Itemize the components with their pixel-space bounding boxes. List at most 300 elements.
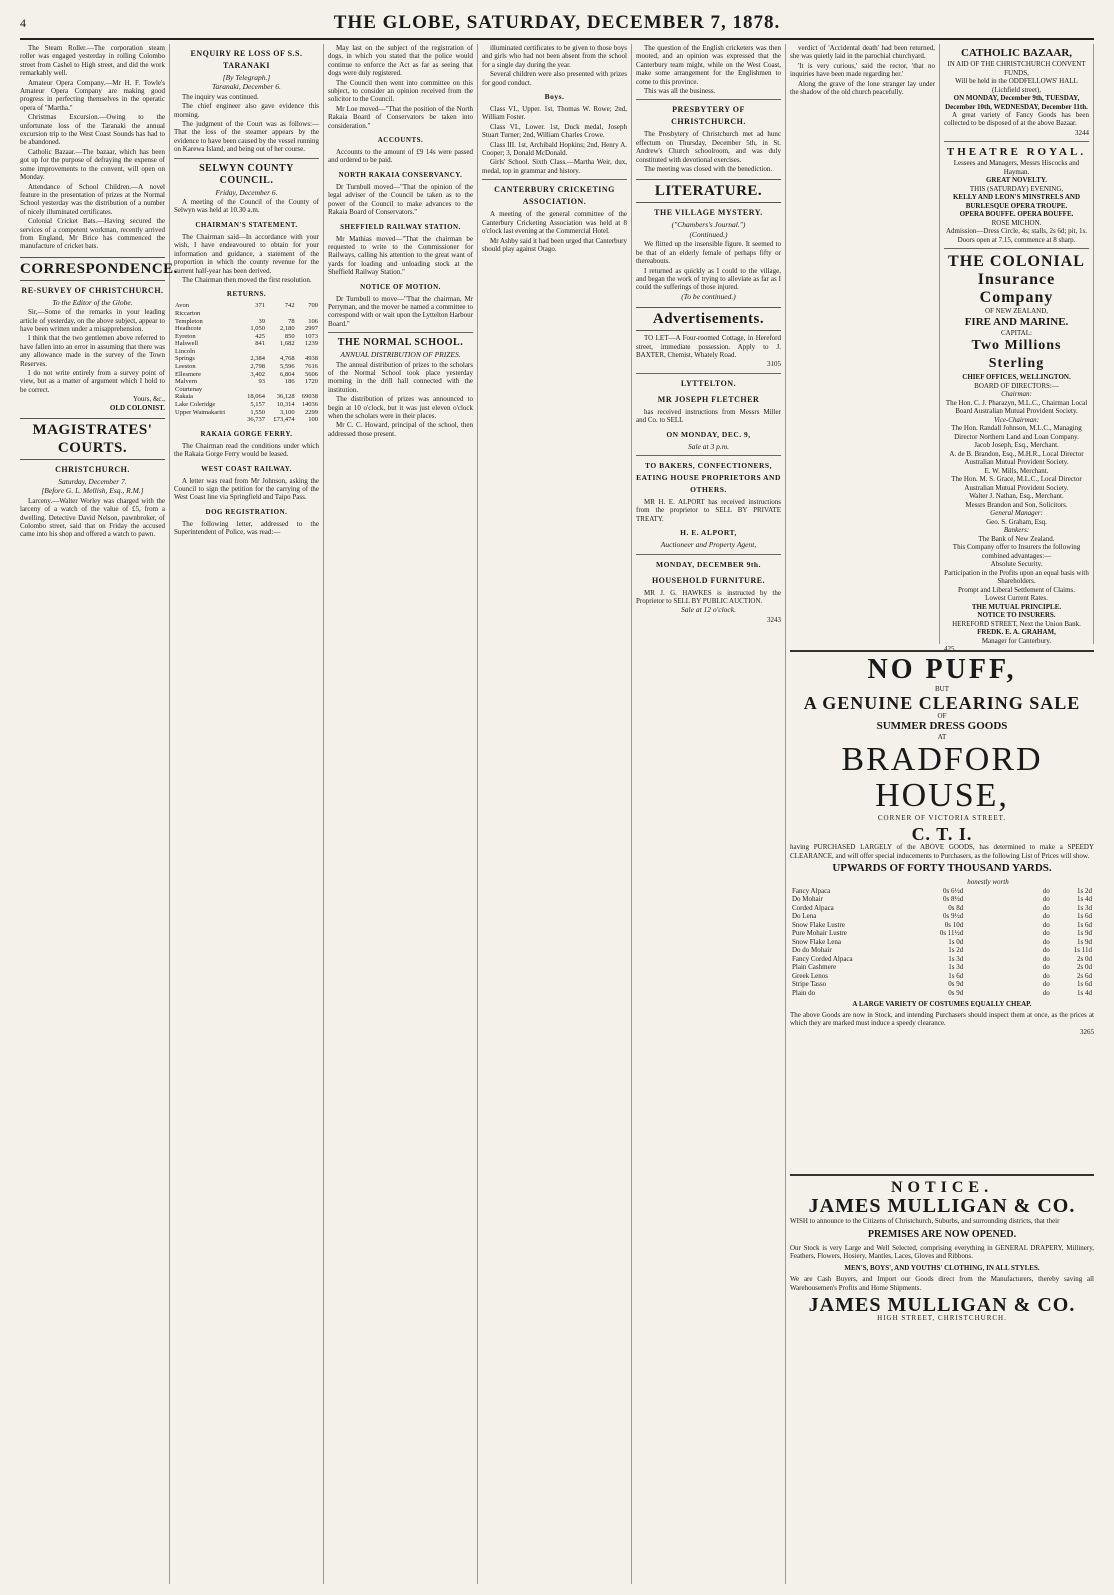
price-cell: do (1042, 929, 1050, 937)
returns-cell: 69038 (301, 393, 318, 401)
at: AT (937, 733, 947, 741)
notice-motion-heading: NOTICE OF MOTION. (360, 282, 441, 291)
theatre-piece: ROSE MICHON. (991, 218, 1042, 227)
colonial-vice-label: Vice-Chairman: (994, 415, 1039, 424)
notice-motion-paragraph: Dr Turnbull to move—"That the chairman, Mr Perryman, and the mover be named a committee to correspond with or wait upon the Lyttelton Harbour Board." (328, 294, 473, 328)
colonial-board: BOARD OF DIRECTORS:— (974, 381, 1059, 390)
colonial-insurance-ad (944, 253, 1089, 654)
colonial-advantages: This Company offer to Insurers the following combined advantages:— (952, 543, 1081, 560)
price-cell: do (1042, 954, 1050, 963)
alport-text: MR H. E. ALPORT has received instructions from the proprietor to SELL BY PRIVATE TREATY. (636, 497, 781, 523)
price-cell: 1s 6d (1077, 980, 1092, 988)
colonial-director: A. de B. Brandon, Esq., M.H.R., Local Director Australian Mutual Provident Society. (949, 449, 1084, 467)
price-cell: do (1042, 937, 1050, 946)
colonial-vice: The Hon. Randall Johnson, M.L.C., Managing Director Northern Land and Loan Company. (951, 424, 1082, 441)
stock-note: The above Goods are now in Stock, and intending Purchasers should inspect them at once, as the prices at which they are marked must induce a speedy clearance. (790, 1010, 1094, 1027)
price-cell: Fancy Alpaca (792, 886, 831, 895)
mulligan-premises: PREMISES ARE NOW OPENED. (867, 1228, 1017, 1240)
price-cell: 1s 6d (948, 971, 964, 980)
price-cell: do (1042, 980, 1050, 988)
colonial-director: Walter J. Nathan, Esq., Merchant. (969, 492, 1064, 501)
colonial-title-4: FIRE AND MARINE. (964, 315, 1069, 328)
returns-cell: 1,050 (250, 325, 266, 333)
column-6 (790, 44, 940, 644)
court-date: Saturday, December 7. (58, 477, 127, 487)
returns-cell: Halswell (175, 340, 199, 348)
bradford-house-ad (790, 650, 1094, 1172)
section-heading-correspondence: CORRESPONDENCE. (20, 257, 165, 281)
inquiry-paragraph: The judgment of the Court was as follows:—That the loss of the steamer appears by the evidence to have been caused by the vessel running on Karewa Island, and being out of her course. (174, 120, 319, 154)
price-cell: 1s 9d (1077, 937, 1092, 946)
rakaia-heading: RAKAIA GORGE FERRY. (200, 429, 293, 438)
returns-row (174, 363, 319, 371)
returns-cell: 106 (308, 317, 318, 325)
returns-cell: 1073 (305, 332, 318, 340)
returns-cell (266, 386, 296, 394)
selwyn-date: Friday, December 6. (215, 187, 278, 197)
prize-entry: Girls' School. Sixth Class.—Martha Weir, dux, medal, top in grammar and history. (482, 158, 627, 175)
alport-role: Auctioneer and Property Agent, (660, 540, 757, 550)
colonial-agent: FREDK. E. A. GRAHAM, (977, 628, 1056, 637)
returns-cell: 93 (258, 378, 266, 386)
ad-to-let-number: 3105 (767, 360, 781, 369)
column-4 (482, 44, 632, 1584)
north-rakaia-heading: NORTH RAKAIA CONSERVANCY. (338, 170, 463, 179)
fletcher-name: MR JOSEPH FLETCHER (657, 394, 760, 404)
returns-cell: 371 (255, 302, 266, 310)
price-cell: 0s 10d (944, 920, 964, 929)
returns-cell: Riccarton (175, 309, 201, 317)
price-cell: 2s 6d (1077, 971, 1092, 980)
returns-row (174, 333, 319, 341)
summer-dress-goods: SUMMER DRESS GOODS (876, 720, 1008, 732)
genuine-clearing-sale: A GENUINE CLEARING SALE (803, 692, 1081, 713)
to-be-continued: (To be continued.) (681, 291, 736, 301)
colonial-secretary: Messrs Brandon and Son, Solicitors. (965, 500, 1068, 509)
returns-cell: 2,384 (250, 355, 266, 363)
returns-row (174, 378, 319, 386)
price-cell: Greek Lenos (792, 971, 828, 980)
column-2 (174, 44, 324, 1584)
theatre-troupe: KELLY AND LEON'S MINSTRELS AND BURLESQUE OPERA TROUPE. (952, 193, 1081, 210)
colonial-number: 425 (944, 645, 955, 654)
inquiry-heading: ENQUIRY RE LOSS OF S.S. TARANAKI (190, 49, 303, 70)
cti: C. T. I. (911, 824, 973, 844)
accounts-paragraph: Accounts to the amount of £9 14s were passed and ordered to be paid. (328, 148, 473, 165)
price-cell: 2s 0d (1077, 963, 1092, 971)
bazaar-number: 3244 (1075, 128, 1089, 137)
price-cell: 1s 3d (948, 954, 964, 963)
price-cell: Snow Flake Lustre (792, 920, 845, 929)
theatre-opera: OPERA BOUFFE. OPERA BOUFFE. (959, 210, 1074, 219)
price-row (790, 963, 1094, 972)
normal-paragraph: Mr C. C. Howard, principal of the school, then addressed those present. (328, 421, 473, 438)
story-paragraph: Along the grave of the lone stranger lay under the shadow of the old church peacefully. (790, 79, 935, 97)
hawkes-text: MR J. G. HAWKES is instructed by the Proprietor to SELL BY PUBLIC AUCTION. (636, 588, 781, 605)
colonial-agent-role: Manager for Canterbury. (981, 636, 1052, 645)
price-row (790, 938, 1094, 947)
returns-cell: £73,474 (273, 416, 295, 424)
returns-row (174, 340, 319, 348)
price-cell: Plain do (792, 988, 816, 997)
but: BUT (935, 685, 949, 693)
returns-cell: Heathcote (175, 325, 202, 333)
price-row (790, 946, 1094, 955)
returns-cell: Ellesmere (175, 370, 201, 378)
letter-title: RE-SURVEY OF CHRISTCHURCH. (21, 285, 164, 295)
bazaar-place: Will be held in the ODDFELLOWS' HALL (Lichfield street), (955, 77, 1078, 94)
returns-row (174, 355, 319, 363)
hawkes-number: 3243 (767, 615, 781, 624)
colonial-chairman: The Hon. C. J. Pharazyn, M.L.C., Chairman Local Board Australian Mutual Provident Society. (945, 398, 1088, 416)
returns-row (174, 325, 319, 333)
price-row (790, 929, 1094, 938)
council-paragraph: May last on the subject of the registration of dogs, in which you stated that the police would continue to enforce the Act as far as seeing that dogs were duly registered. (328, 44, 473, 78)
returns-row (174, 409, 319, 417)
colonial-director: The Hon. M. S. Grace, M.L.C., Local Director Australian Mutual Provident Society. (951, 475, 1082, 492)
returns-row (174, 401, 319, 409)
literature-heading: LITERATURE. (636, 179, 781, 203)
returns-cell: Eyreton (175, 332, 196, 340)
price-cell: 1s 3d (1077, 903, 1092, 912)
returns-cell: 7616 (305, 363, 318, 371)
returns-cell: 841 (255, 340, 266, 348)
colonial-director: Jacob Joseph, Esq., Merchant. (974, 441, 1059, 450)
returns-cell: 1720 (305, 378, 318, 386)
theatre-royal-ad (944, 146, 1089, 244)
returns-row (174, 318, 319, 326)
returns-total-row (174, 416, 319, 424)
mulligan-body: Our Stock is very Large and Well Selected, comprising everything in GENERAL DRAPERY, Millinery, Feathers, Flowers, Hosiery, Mantles, Laces, Gloves and Ribbons. (790, 1243, 1094, 1260)
price-cell: Fancy Corded Alpaca (792, 954, 853, 963)
price-cell: do (1042, 886, 1050, 895)
sheffield-heading: SHEFFIELD RAILWAY STATION. (340, 222, 461, 231)
price-cell: 1s 3d (948, 963, 964, 971)
of: OF (937, 711, 947, 720)
returns-cell: Leeston (175, 363, 196, 371)
mulligan-ad (790, 1174, 1094, 1586)
prize-entry: Class VI., Upper. 1st, Thomas W. Rowe; 2nd, William Foster. (482, 105, 627, 122)
price-cell: do (1042, 903, 1050, 912)
costumes-line: A LARGE VARIETY OF COSTUMES EQUALLY CHEAP. (852, 1000, 1032, 1008)
returns-row (174, 348, 319, 356)
returns-cell: 1239 (305, 340, 318, 348)
presbytery-paragraph: The meeting was closed with the benediction. (644, 165, 773, 174)
returns-heading: RETURNS. (226, 290, 267, 299)
returns-row (174, 393, 319, 401)
selwyn-heading: SELWYN COUNTY COUNCIL. (199, 162, 294, 186)
dog-heading: DOG REGISTRATION. (205, 507, 288, 516)
normal-paragraph: The annual distribution of prizes to the scholars of the Normal School took place yesterday morning in the drill hall connected with the institution. (328, 360, 473, 394)
price-cell: Do do Mohair (792, 946, 832, 954)
story-source: ("Chambers's Journal.") (671, 220, 746, 230)
normal-school-heading: THE NORMAL SCHOOL. (337, 337, 464, 349)
returns-table (174, 302, 319, 424)
colonial-title-3: OF NEW ZEALAND, (984, 307, 1049, 316)
story-paragraph: verdict of 'Accidental death' had been returned, she was quietly laid in the parochial churchyard. (790, 44, 935, 61)
theatre-lessees: Lessees and Managers, Messrs Hiscocks and Hayman. (953, 159, 1080, 176)
section-heading-magistrates: MAGISTRATES' COURTS. (20, 418, 165, 460)
bazaar-body: A great variety of Fancy Goods has been collected to be disposed of at the above Bazaar. (944, 111, 1089, 128)
price-cell: Do Lena (792, 912, 817, 920)
notice-insurers: NOTICE TO INSURERS. (977, 611, 1056, 620)
north-rakaia-paragraph: Dr Turnbull moved—"That the opinion of the legal adviser of the Council be taken as to the power of the Council to make advances to the Rakaia Board of Conservators." (328, 182, 473, 217)
presbytery-heading: PRESBYTERY OF CHRISTCHURCH. (671, 105, 746, 127)
returns-cell: 742 (284, 302, 295, 310)
returns-cell: Avon (175, 302, 189, 310)
news-item: Christmas Excursion.—Owing to the unfortunate loss of the Taranaki the annual excursion trip to the West Coast Sounds has had to be abandoned. (20, 113, 165, 147)
mulligan-cash: We are Cash Buyers, and Import our Goods direct from the Manufacturers, thereby saving all Warehousemen's Profits and Home Shipments. (790, 1275, 1094, 1292)
court-bench: [Before G. L. Mellish, Esq., R.M.] (41, 486, 144, 496)
price-cell: Do Mohair (792, 895, 823, 903)
selwyn-paragraph: The Chairman then moved the first resolution. (182, 275, 312, 284)
colonial-office: CHIEF OFFICES, WELLINGTON. (962, 373, 1071, 382)
mulligan-clothing: MEN'S, BOYS', AND YOUTHS' CLOTHING, IN ALL STYLES. (844, 1263, 1040, 1272)
price-cell: do (1042, 963, 1050, 971)
returns-cell: Springs (175, 355, 195, 363)
price-cell: Stripe Tasso (792, 980, 827, 988)
cricket-paragraph: Mr Ashby said it had been urged that Canterbury should play against Otago. (482, 236, 627, 253)
mulligan-wish: WISH to announce to the Citizens of Christchurch, Suburbs, and surrounding districts, that their (790, 1217, 1060, 1225)
mulligan-notice: NOTICE. (890, 1179, 994, 1196)
price-cell: 0s 11½d (939, 929, 964, 937)
returns-cell: Upper Waimakariri (175, 408, 226, 416)
returns-cell: 78 (288, 317, 295, 325)
cricket-heading: CANTERBURY CRICKETING ASSOCIATION. (494, 185, 615, 207)
story-continued: (Continued.) (689, 229, 728, 239)
price-cell: 1s 6d (1077, 912, 1092, 920)
cti-text: having PURCHASED LARGELY of the ABOVE GOODS, has determined to make a SPEEDY CLEARANCE, and will offer special inducements to Purchasers, as the following List of Prices will show. (790, 843, 1094, 860)
council-paragraph: Mr Loe moved—"That the position of the North Rakaia Board of Conservators be taken into consideration." (328, 104, 473, 130)
letter-sign: Yours, &c., (133, 395, 165, 404)
price-cell: do (1042, 895, 1050, 903)
price-cell: do (1042, 988, 1050, 997)
returns-cell: 3,100 (280, 408, 295, 416)
returns-cell (296, 386, 319, 394)
returns-cell: 700 (308, 302, 318, 310)
returns-cell: 5,157 (250, 401, 266, 409)
returns-cell: 425 (255, 332, 266, 340)
returns-cell (241, 386, 266, 394)
colonial-point: Participation in the Profits upon an equal basis with Shareholders. (944, 568, 1089, 586)
price-cell: 1s 6d (1077, 920, 1092, 929)
upwards: UPWARDS OF FORTY THOUSAND YARDS. (832, 862, 1052, 874)
price-cell: do (1042, 920, 1050, 929)
column-5 (636, 44, 786, 1584)
fletcher-date: ON MONDAY, DEC. 9, (666, 429, 751, 439)
household-heading: HOUSEHOLD FURNITURE. (651, 575, 766, 585)
ad-to-let: TO LET—A Four-roomed Cottage, in Hereford street, immediate possession. Apply to J. BAXTER, Chemist, Whately Road. (636, 334, 781, 359)
column-7 (944, 44, 1094, 654)
fletcher-text: has received instructions from Messrs Miller and Co. to SELL (636, 407, 781, 425)
colonial-point: Absolute Security. (990, 560, 1043, 569)
letter-to: To the Editor of the Globe. (52, 297, 133, 307)
cricket-paragraph: A meeting of the general committee of the Canterbury Cricketing Association was held at 8 o'clock last evening at the Commercial Hotel. (482, 210, 627, 236)
story-title: THE VILLAGE MYSTERY. (654, 208, 763, 218)
price-cell: 1s 0d (948, 937, 964, 946)
returns-cell: 6,804 (280, 370, 295, 378)
price-header-cell (790, 878, 913, 887)
bradford-house-title: BRADFORD HOUSE, (841, 740, 1043, 814)
theatre-title: THEATRE ROYAL. (946, 146, 1087, 159)
cricket-paragraph: This was all the business. (644, 87, 716, 96)
mulligan-address: HIGH STREET, CHRISTCHURCH. (877, 1314, 1007, 1322)
price-row (790, 887, 1094, 896)
letter-paragraph: I do not write entirely from a survey point of view, but as a matter of argument which I hold to be correct. (20, 369, 165, 394)
price-cell: 1s 2d (1077, 886, 1092, 895)
letter-paragraph: Sir,—Some of the remarks in your leading article of yesterday, on the above subject, appear to have been written under a misapprehension. (20, 308, 165, 333)
west-coast-paragraph: A letter was read from Mr Johnson, asking the Council to sign the petition for the carrying of the West Coast line via Springfield and Taipo Pass. (174, 476, 319, 502)
bazaar-dates: ON MONDAY, December 9th, TUESDAY, December 10th, WEDNESDAY, December 11th. (945, 94, 1088, 111)
bazaar-sub: IN AID OF THE CHRISTCHURCH CONVENT FUNDS, (947, 60, 1086, 77)
returns-cell: 1,550 (250, 408, 266, 416)
prize-entry: Class VI., Lower. 1st, Duck medal, Joseph Stuart Turner; 2nd, William Charles Crowe. (482, 122, 627, 140)
returns-cell (266, 348, 296, 356)
catholic-bazaar-ad (944, 47, 1089, 137)
masthead (20, 10, 1094, 40)
returns-cell: Courtenay (175, 385, 203, 393)
council-paragraph: The Council then went into committee on this subject, to consider an opinion received from the solicitor to the Council. (328, 78, 473, 104)
news-item: Catholic Bazaar.—The bazaar, which has been got up for the purpose of defraying the expense of some improvements to the convent, will open on Monday. (20, 147, 165, 182)
price-cell: 2s 0d (1077, 954, 1092, 963)
returns-cell (174, 416, 241, 424)
selwyn-intro: A meeting of the Council of the County of Selwyn was held at 10.30 a.m. (174, 198, 319, 215)
returns-cell (296, 348, 319, 356)
news-item: Colonial Cricket Bats.—Having secured the services of a competent workman, recently arrived from England, Mr Brice has commenced the manufacture of cricket bats. (20, 217, 165, 251)
inquiry-dateline: Taranaki, December 6. (212, 82, 281, 92)
returns-cell: Lincoln (175, 347, 196, 355)
returns-cell: 2,180 (280, 325, 295, 333)
price-cell: 1s 11d (1073, 946, 1092, 954)
inquiry-paragraph: The chief engineer also gave evidence this morning. (174, 102, 319, 119)
household-date: MONDAY, DECEMBER 9th. (656, 559, 761, 569)
cricket-paragraph: The question of the English cricketers was then mooted, and an opinion was expressed that the Canterbury team might, while on the West Coast, make some arrangement for the Englishmen to come to this province. (636, 44, 781, 86)
page-number: 4 (20, 16, 26, 30)
theatre-novelty: GREAT NOVELTY. (985, 176, 1048, 185)
returns-cell: 10,314 (276, 401, 295, 409)
price-cell: 1s 4d (1077, 988, 1092, 997)
colonial-point: Lowest Current Rates. (985, 594, 1048, 603)
column-3 (328, 44, 478, 1584)
returns-cell: 4,768 (280, 355, 295, 363)
bazaar-title: CATHOLIC BAZAAR, (960, 47, 1073, 59)
mulligan-name-footer: JAMES MULLIGAN & CO. (808, 1294, 1076, 1316)
colonial-point: Prompt and Liberal Settlement of Claims. (957, 585, 1076, 594)
returns-row (174, 386, 319, 394)
returns-cell: 1,682 (280, 340, 295, 348)
presbytery-paragraph: The Presbytery of Christchurch met ad hunc effectum on Thursday, December 5th, in St. Andrew's Church schoolroom, and was duly constituted with devotional exercises. (636, 130, 781, 164)
colonial-capital: Two Millions Sterling (971, 338, 1062, 372)
returns-row (174, 302, 319, 310)
returns-cell: 2997 (305, 325, 318, 333)
prize-list-heading: Boys. (544, 92, 565, 102)
returns-cell: 14036 (301, 401, 318, 409)
returns-cell: 100 (308, 416, 318, 424)
no-puff: NO PUFF, (867, 654, 1017, 685)
colonial-capital-label: CAPITAL: (1001, 328, 1032, 337)
colonial-bankers-label: Bankers: (1003, 526, 1030, 535)
returns-cell: 18,064 (247, 393, 266, 401)
theatre-admission: Admission—Dress Circle, 4s; stalls, 2s 6d; pit, 1s. Doors open at 7.15, commence at 8 sharp. (946, 227, 1087, 244)
returns-row (174, 371, 319, 379)
returns-cell: Malvern (175, 378, 198, 386)
price-row (790, 921, 1094, 930)
returns-cell: 36,737 (247, 416, 266, 424)
price-row (790, 989, 1094, 998)
colonial-title-2: Insurance Company (977, 271, 1056, 307)
price-cell: 1s 4d (1077, 895, 1092, 903)
colonial-gm-label: General Manager: (990, 509, 1043, 518)
price-header-cell (913, 878, 965, 887)
returns-cell (241, 310, 266, 318)
rakaia-paragraph: The Chairman read the conditions under which the Rakaia Gorge Ferry would be leased. (174, 441, 319, 459)
letter-signature: OLD COLONIST. (109, 403, 165, 412)
price-row (790, 980, 1094, 989)
story-paragraph: 'It is very curious,' said the rector, 'that no inquiries have been made regarding her.' (790, 61, 935, 79)
theatre-evening: THIS (SATURDAY) EVENING, (969, 184, 1064, 193)
selwyn-paragraph: The Chairman said—In accordance with your wish, I have endeavoured to obtain for your information and guidance, a statement of the proportion in which the county revenue for the current half-year has been derived. (174, 232, 319, 275)
lyttelton-heading: LYTTELTON. (680, 378, 737, 388)
price-header-cell (1052, 878, 1094, 887)
stock-number: 3265 (1080, 1027, 1094, 1036)
bradford-corner: CORNER OF VICTORIA STREET. (877, 813, 1007, 822)
alport-sign: H. E. ALPORT, (680, 528, 737, 538)
colonial-title-1: THE COLONIAL (948, 253, 1085, 271)
bakers-heading: TO BAKERS, CONFECTIONERS, EATING HOUSE PROPRIETORS AND OTHERS. (636, 460, 781, 494)
price-row (790, 895, 1094, 904)
price-cell: Corded Alpaca (792, 903, 834, 912)
returns-cell (241, 348, 266, 356)
returns-cell: 5,596 (280, 363, 295, 371)
normal-paragraph: The distribution of prizes was announced to begin at 10 o'clock, but it was just eleven o'clock when the scholars were in their places. (328, 395, 473, 420)
returns-cell: Lake Coleridge (175, 401, 216, 409)
price-cell: do (1042, 971, 1050, 980)
returns-cell: 186 (284, 378, 295, 386)
price-cell: 0s 6½d (943, 886, 964, 895)
price-list (790, 878, 1094, 997)
colonial-director: E. W. Mills, Merchant. (984, 466, 1049, 475)
price-cell: Snow Flake Lena (792, 937, 841, 946)
price-header-cell: honestly worth (967, 878, 1009, 886)
court-paragraph: Larceny.—Walter Worley was charged with the larceny of a watch of the value of £5, from a dwelling. Detective David Nelson, pawnbroker, of Colombo street, said that on Friday the accused came into his shop and offered a watch to pawn. (20, 496, 165, 539)
price-cell: Plain Cashmere (792, 963, 837, 971)
returns-cell: 39 (258, 317, 266, 325)
colonial-chairman-label: Chairman: (1001, 390, 1032, 399)
mulligan-name: JAMES MULLIGAN & CO. (808, 1195, 1076, 1217)
accounts-heading: ACCOUNTS. (377, 136, 424, 145)
inquiry-by: [By Telegraph.] (222, 73, 271, 82)
colonial-bankers: The Bank of New Zealand. (978, 534, 1055, 543)
normal-school-sub: ANNUAL DISTRIBUTION OF PRIZES. (340, 350, 461, 360)
returns-cell: Templeton (175, 317, 203, 325)
school-paragraph: Several children were also presented with prizes for good conduct. (482, 70, 627, 87)
returns-cell: 4938 (305, 355, 318, 363)
returns-cell: 2,798 (250, 363, 266, 371)
news-item: Attendance of School Children.—A novel feature in the presentation of prizes at the Normal School yesterday was the distribution of a number of nicely illuminated certificates. (20, 182, 165, 216)
price-row (790, 972, 1094, 981)
returns-cell (296, 310, 319, 318)
advertisements-heading: Advertisements. (636, 307, 781, 331)
price-cell: do (1042, 912, 1050, 920)
hawkes-sale: Sale at 12 o'clock. (681, 605, 736, 615)
price-cell: 1s 9d (1077, 929, 1092, 937)
returns-cell: 36,128 (276, 393, 295, 401)
mutual-heading: THE MUTUAL PRINCIPLE. (971, 602, 1062, 611)
price-row (790, 904, 1094, 913)
colonial-office-local: HEREFORD STREET, Next the Union Bank. (952, 619, 1081, 628)
price-cell: 0s 8d (948, 903, 964, 912)
returns-cell: 3,402 (250, 370, 266, 378)
